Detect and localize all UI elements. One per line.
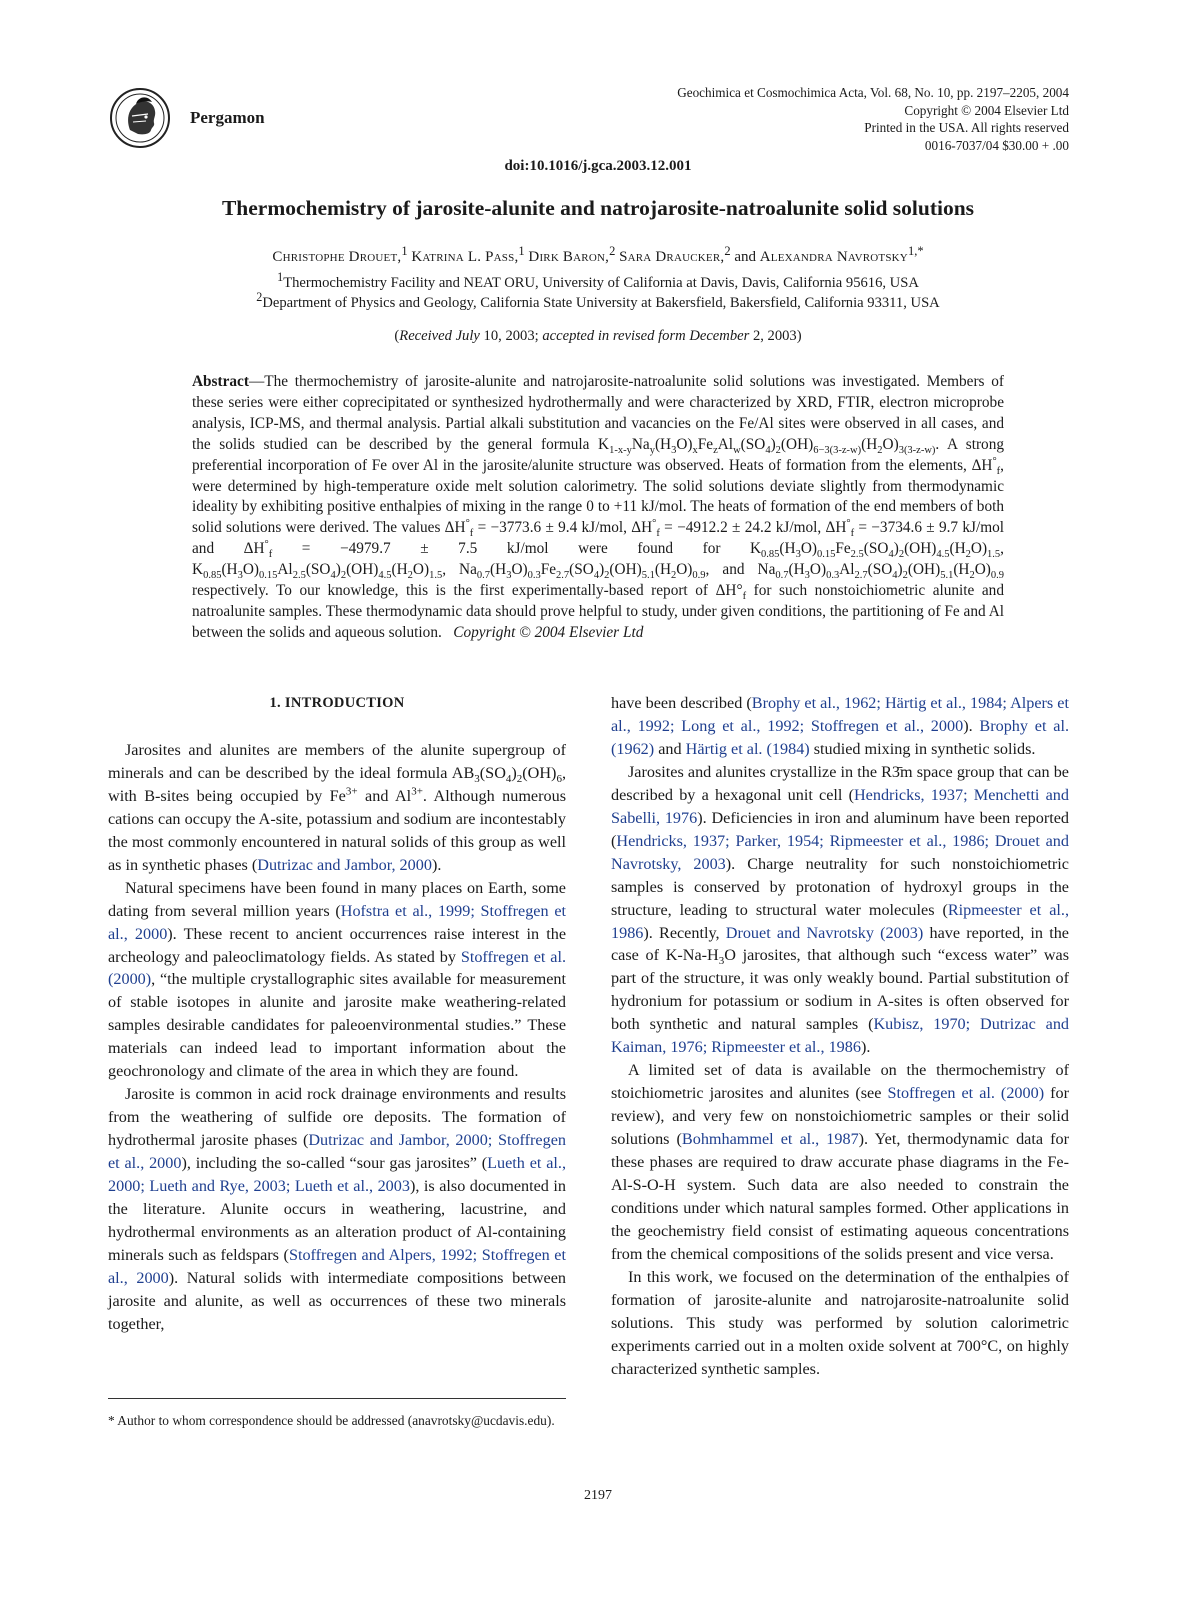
citation-link[interactable]: Dutrizac and Jambor, 2000 [257,855,432,874]
citation-link[interactable]: Brophy et al. (1962) [611,716,1069,758]
author-affiliation-mark: 1,* [907,244,924,258]
affiliation-text: Thermochemistry Facility and NEAT ORU, University of California at Davis, Davis, California 95616, USA [283,274,919,291]
journal-citation: Geochimica et Cosmochimica Acta, Vol. 68, No. 10, pp. 2197–2205, 2004 [677,85,1069,100]
citation-link[interactable]: Stoffregen et al. (2000) [887,1084,1045,1103]
left-column [108,692,566,1336]
author-affiliation-mark: 2 [724,244,731,258]
author-affiliation-mark: 2 [609,244,616,258]
rights-notice: Printed in the USA. All rights reserved [864,120,1069,135]
received-label: Received July [399,328,480,344]
accepted-date: 2, 2003 [752,328,797,344]
author-name: Sara Draucker, [619,249,725,265]
affiliation-1 [0,270,1196,292]
doi-link[interactable]: doi:10.1016/j.gca.2003.12.001 [504,158,692,174]
footnote-divider [108,1398,566,1399]
accepted-label: accepted in revised form December [542,328,750,344]
citation-link[interactable]: Lueth et al., 2000; Lueth and Rye, 2003; Lueth et al., 2003 [108,1154,566,1196]
correspondence-footnote: * Author to whom correspondence should be addressed (anavrotsky@ucdavis.edu). [108,1413,555,1428]
citation-link[interactable]: Hendricks, 1937; Menchetti and Sabelli, 1976 [611,785,1069,827]
page-number: 2197 [584,1488,612,1503]
citation-link[interactable]: Ripmeester et al., 1986 [611,900,1069,942]
author-name: Dirk Baron, [528,249,610,265]
author-affiliation-mark: 1 [518,244,525,258]
issn-price: 0016-7037/04 $30.00 + .00 [924,137,1069,153]
author-conjunction: and [734,249,756,265]
journal-info [677,84,1069,154]
received-dates: (Received July 10, 2003; accepted in revised form December 2, 2003) [394,328,802,344]
paragraph: have been described (Brophy et al., 1962; Härtig et al., 1984; Alpers et al., 1992; Long et al., 1992; Stoffregen et al., 2000). Brophy et al. (1962) and Härtig et al. (1984) studied mixing in synthetic solids. [611,694,1069,758]
author-name: Christophe Drouet, [272,249,402,265]
citation-link[interactable]: Stoffregen et al. (2000) [108,947,566,989]
paragraph: In this work, we focused on the determination of the enthalpies of formation of jarosite-alunite and natrojarosite-natroalunite solid solutions. This study was performed by solution calorimetric experiments carried out in a molten oxide solvent at 700°C, on highly characterized synthetic samples. [611,1267,1069,1378]
citation-link[interactable]: Hendricks, 1937; Parker, 1954; Ripmeester et al., 1986; Drouet and Navrotsky, 2003 [611,831,1069,873]
paragraph: Jarosites and alunites are members of the alunite supergroup of minerals and can be described by the ideal formula $AB_3(SO_4)_2(OH)_6$, with B-sites being occupied by $Fe^{3+}$ and $Al^{3+}$. Although numerous cations can occupy the A-site, potassium and sodium are incontestably the most commonly encountered in natural solids of this group as well as in synthetic phases (Dutrizac and Jambor, 2000). [108,740,566,874]
author-name: Alexandra Navrotsky [759,249,908,265]
citation-link[interactable]: Stoffregen and Alpers, 1992; Stoffregen et al., 2000 [108,1245,566,1287]
paper-title: Thermochemistry of jarosite-alunite and natrojarosite-natroalunite solid solutions [221,196,975,220]
publisher-name: Pergamon [190,108,265,127]
abstract: Abstract—The thermochemistry of jarosite-alunite and natrojarosite-natroalunite solid solutions was investigated. Members of these series were either coprecipitated or synthesized hydrothermally and were characterized by XRD, FTIR, electron microprobe analysis, ICP-MS, and thermal analysis. Partial alkali substitution and vacancies on the Fe/Al sites were observed in all cases, and the solids studied can be described by the general formula $K_{1-x-y}Na_y(H_3O)_xFe_zAl_w(SO_4)_2(OH)_{6-3(3-z-w)}(H_2O)_{3(3-z-w)}$. A strong preferential incorporation of Fe over Al in the jarosite/alunite structure was observed. Heats of formation from the elements, $\Delta H^\circ_f$, were determined by high-temperature oxide melt solution calorimetry. The solid solutions deviate slightly from thermodynamic ideality by exhibiting positive enthalpies of mixing in the range 0 to +11 kJ/mol. The heats of formation of the end members of both solid solutions were derived. The values $\Delta H^\circ_f = -3773.6 \pm 9.4$ kJ/mol, $\Delta H^\circ_f = -4912.2 \pm 24.2$ kJ/mol, $\Delta H^\circ_f = -3734.6 \pm 9.7$ kJ/mol and $\Delta H^\circ_f = -4979.7 \pm 7.5$ kJ/mol were found for $K_{0.85}(H_3O)_{0.15}Fe_{2.5}(SO_4)_2(OH)_{4.5}(H_2O)_{1.5}$, $K_{0.85}(H_3O)_{0.15}Al_{2.5}(SO_4)_2(OH)_{4.5}(H_2O)_{1.5}$, $Na_{0.7}(H_3O)_{0.3}Fe_{2.7}(SO_4)_2(OH)_{5.1}(H_2O)_{0.9}$, and $Na_{0.7}(H_3O)_{0.3}Al_{2.7}(SO_4)_2(OH)_{5.1}(H_2O)_{0.9}$ respectively. To our knowledge, this is the first experimentally-based report of $\Delta H^\circ_f$ for such nonstoichiometric alunite and natroalunite samples. These thermodynamic data should prove helpful to study, under given conditions, the partitioning of Fe and Al between the solids and aqueous solution. Copyright © 2004 Elsevier Ltd [192,373,1005,641]
copyright-notice: Copyright © 2004 Elsevier Ltd [904,102,1069,118]
right-column [611,692,1069,1381]
received-date: 10, 2003; [483,328,539,344]
section-heading-introduction: 1. INTRODUCTION [269,695,405,711]
citation-link[interactable]: Bohmhammel et al., 1987 [681,1130,859,1149]
citation-link[interactable]: Drouet and Navrotsky (2003) [725,923,924,942]
affiliation-mark: 2 [256,290,263,304]
author-affiliation-mark: 1 [401,244,408,258]
citation-link[interactable]: Härtig et al. (1984) [685,739,810,758]
paragraph: Jarosites and alunites crystallize in the R3̄m space group that can be described by a hexagonal unit cell (Hendricks, 1937; Menchetti and Sabelli, 1976). Deficiencies in iron and aluminum have been reported (Hendricks, 1937; Parker, 1954; Ripmeester et al., 1986; Drouet and Navrotsky, 2003). Charge neutrality for such nonstoichiometric samples is conserved by protonation of hydroxyl groups in the structure, leading to structural water molecules (Ripmeester et al., 1986). Recently, Drouet and Navrotsky (2003) have reported, in the case of $K-Na-H_3O$ jarosites, that although such “excess water” was part of the structure, it was only weakly bound. Partial substitution of hydronium for potassium or sodium in A-sites is often observed for both synthetic and natural samples (Kubisz, 1970; Dutrizac and Kaiman, 1976; Ripmeester et al., 1986). [611,762,1070,1057]
abstract-copyright: Copyright © 2004 Elsevier Ltd [453,623,644,641]
citation-link[interactable]: Hofstra et al., 1999; Stoffregen et al., 2000 [108,901,567,943]
paragraph: Jarosite is common in acid rock drainage environments and results from the weathering of sulfide ore deposits. The formation of hydrothermal jarosite phases (Dutrizac and Jambor, 2000; Stoffregen et al., 2000), including the so-called “sour gas jarosites” (Lueth et al., 2000; Lueth and Rye, 2003; Lueth et al., 2003), is also documented in the literature. Alunite occurs in weathering, lacustrine, and hydrothermal environments as an alteration product of Al-containing minerals such as feldspars (Stoffregen and Alpers, 1992; Stoffregen et al., 2000). Natural solids with intermediate compositions between jarosite and alunite, as well as occurrences of these two minerals together, [108,1085,566,1333]
pergamon-logo-icon [108,86,172,150]
abstract-label: Abstract [192,373,249,390]
author-list [0,244,1196,266]
affiliation-mark: 1 [277,270,284,284]
affiliation-2 [0,290,1196,312]
author-name: Katrina L. Pass, [411,249,519,265]
citation-link[interactable]: Brophy et al., 1962; Härtig et al., 1984; Alpers et al., 1992; Long et al., 1992; Stoffregen et al., 2000 [611,694,1069,735]
citation-link[interactable]: Kubisz, 1970; Dutrizac and Kaiman, 1976; Ripmeester et al., 1986 [611,1015,1070,1057]
paragraph: Natural specimens have been found in many places on Earth, some dating from several million years (Hofstra et al., 1999; Stoffregen et al., 2000). These recent to ancient occurrences raise interest in the archeology and paleoclimatology fields. As stated by Stoffregen et al. (2000), “the multiple crystallographic sites available for measurement of stable isotopes in alunite and jarosite make weathering-related samples desirable candidates for paleoenvironmental studies.” These materials can indeed lead to important information about the geochronology and climate of the area in which they are found. [108,878,567,1081]
paragraph: A limited set of data is available on the thermochemistry of stoichiometric jarosites and alunites (see Stoffregen et al. (2000) for review), and very few on nonstoichiometric samples or their solid solutions (Bohmhammel et al., 1987). Yet, thermodynamic data for these phases are required to draw accurate phase diagrams in the Fe-Al-S-O-H system. Such data are also needed to constrain the conditions under which natural samples formed. Other applications in the geochemistry field consist of estimating aqueous concentrations from the chemical compositions of the solids present and vice versa. [611,1061,1069,1263]
affiliation-text: Department of Physics and Geology, California State University at Bakersfield, Bakersfield, California 93311, USA [262,294,940,311]
citation-link[interactable]: Dutrizac and Jambor, 2000; Stoffregen et al., 2000 [108,1131,566,1173]
